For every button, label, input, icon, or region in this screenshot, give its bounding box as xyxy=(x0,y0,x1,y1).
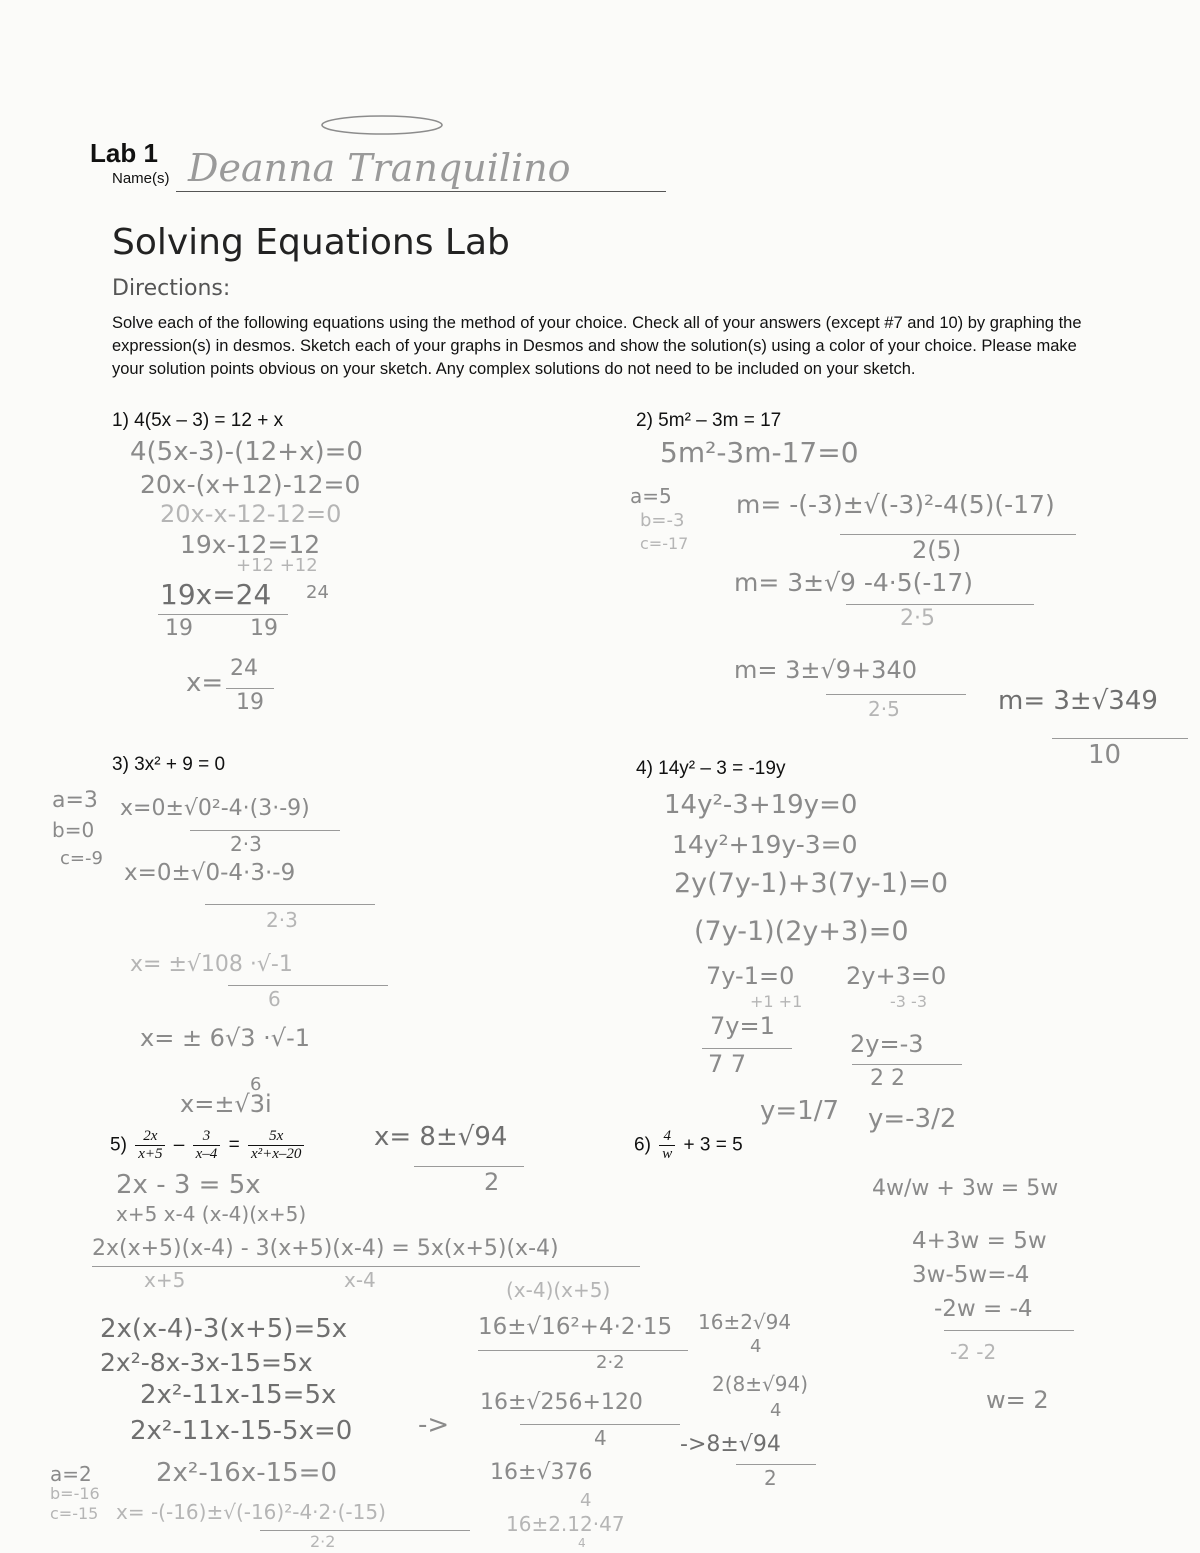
p5-work-line: (x-4)(x+5) xyxy=(506,1278,611,1302)
p2-work-line: m= 3±√9 -4·5(-17) xyxy=(734,568,974,597)
p1-work-line: 19 xyxy=(250,616,278,641)
p5-work-line: x= -(-16)±√(-16)²-4·2·(-15) xyxy=(116,1500,386,1524)
p5-work-line: 4 xyxy=(594,1426,607,1450)
p5-work-line: 2x(x+5)(x-4) - 3(x+5)(x-4) = 5x(x+5)(x-4) xyxy=(92,1236,559,1261)
p5-work-line: 2x²-8x-3x-15=5x xyxy=(100,1348,313,1377)
p4-work-line: 7 7 xyxy=(708,1050,747,1078)
p5-work-line: c=-15 xyxy=(50,1504,99,1523)
p4-work-line: 2 2 xyxy=(870,1066,905,1091)
p5-fraction-bar xyxy=(520,1424,680,1425)
p5-answer-bar xyxy=(414,1166,524,1167)
p5-fraction-bar xyxy=(92,1266,640,1267)
p4-work-line: 2y(7y-1)+3(7y-1)=0 xyxy=(674,868,949,899)
p5-work-line: 2x²-11x-15-5x=0 xyxy=(130,1416,353,1446)
p6-fraction xyxy=(659,1128,675,1163)
p5-work-line: 2·2 xyxy=(310,1532,336,1551)
p5-label: 5) xyxy=(110,1134,127,1156)
p5-work-line: a=2 xyxy=(50,1462,92,1486)
p6-work-line: 4+3w = 5w xyxy=(912,1228,1047,1254)
p2-work-line: m= -(-3)±√(-3)²-4(5)(-17) xyxy=(736,490,1055,519)
arrow-icon: -> xyxy=(418,1410,450,1440)
p2-fraction-bar xyxy=(840,534,1076,535)
p3-work-line: x=0±√0-4·3·-9 xyxy=(124,860,296,886)
p5-frac2-num: 3 xyxy=(193,1128,221,1146)
page-title: Solving Equations Lab xyxy=(112,222,510,263)
p2-work-line: a=5 xyxy=(630,484,672,508)
lab-title: Lab 1 xyxy=(90,138,158,168)
p5-work-line: 4 xyxy=(578,1536,586,1550)
p1-work-line: 24 xyxy=(306,582,329,603)
p1-fraction-bar xyxy=(158,614,288,615)
p5-work-line: 2 xyxy=(484,1168,500,1196)
p3-work-line: c=-9 xyxy=(60,848,103,869)
p5-work-line: 16±2.12·47 xyxy=(506,1512,625,1536)
p1-work-line: +12 +12 xyxy=(236,555,318,576)
p5-work-line: 2 xyxy=(764,1466,777,1490)
p1-work-line: x= xyxy=(186,668,224,698)
p2-work-line: 5m²-3m-17=0 xyxy=(660,436,859,469)
p4-work-line: 7y-1=0 xyxy=(706,962,795,990)
p2-work-line: 2·5 xyxy=(900,606,935,631)
scribble-oval xyxy=(312,108,452,142)
p6-work-line: 4w/w + 3w = 5w xyxy=(872,1176,1059,1201)
p4-work-line: -3 -3 xyxy=(890,992,927,1011)
p5-frac3-num: 5x xyxy=(248,1128,304,1146)
p5-work-line: 4 xyxy=(580,1490,592,1511)
p5-work-line: 16±√16²+4·2·15 xyxy=(478,1314,673,1340)
p3-work-line: x=0±√0²-4·(3·-9) xyxy=(120,796,310,821)
p5-equals: = xyxy=(228,1134,240,1156)
p4-work-line: y=1/7 xyxy=(760,1096,840,1126)
p6-rest: + 3 = 5 xyxy=(683,1134,743,1156)
p1-work-line: 19x=24 xyxy=(160,578,272,611)
p5-frac3-den: x²+x–20 xyxy=(250,1146,302,1162)
p5-work-line: x+5 x-4 (x-4)(x+5) xyxy=(116,1202,307,1226)
p1-work-line: 19x-12=12 xyxy=(180,530,321,559)
p3-work-line: x= ±√108 ·√-1 xyxy=(130,952,293,977)
p5-work-line: 4 xyxy=(770,1400,782,1421)
p5-work-line: x= 8±√94 xyxy=(374,1122,508,1152)
p4-work-line: 2y=-3 xyxy=(850,1030,924,1058)
p5-frac2-den: x–4 xyxy=(195,1146,218,1162)
p5-work-line: 2·2 xyxy=(596,1352,625,1373)
p5-work-line: 2(8±√94) xyxy=(712,1372,809,1396)
p2-answer-bar xyxy=(1052,738,1188,739)
p3-work-line: b=0 xyxy=(52,818,95,842)
p1-work-line: 19 xyxy=(165,616,193,641)
p5-frac1-den: x+5 xyxy=(138,1146,163,1162)
p4-fraction-bar xyxy=(702,1048,792,1049)
p5-work-line: 16±√256+120 xyxy=(480,1390,643,1415)
p5-work-line: ->8±√94 xyxy=(680,1432,781,1457)
p1-work-line: 24 xyxy=(230,656,258,681)
p5-minus: – xyxy=(173,1134,185,1156)
p4-work-line: y=-3/2 xyxy=(868,1104,957,1134)
p6-frac-num: 4 xyxy=(659,1128,675,1146)
p5-fraction-bar xyxy=(478,1350,688,1351)
problem-1: 1) 4(5x – 3) = 12 + x xyxy=(112,410,284,431)
p6-work-line: -2w = -4 xyxy=(934,1296,1033,1322)
p3-fraction-bar xyxy=(228,985,388,986)
p5-fraction-bar xyxy=(736,1464,816,1465)
student-name: Deanna Tranquilino xyxy=(188,146,571,190)
p5-work-line: 2x - 3 = 5x xyxy=(116,1170,261,1200)
p4-work-line: 14y²-3+19y=0 xyxy=(664,790,858,820)
name-line xyxy=(176,191,666,192)
p3-work-line: 2·3 xyxy=(230,832,262,856)
p2-work-line: 2·5 xyxy=(868,697,900,721)
p1-answer-bar xyxy=(226,688,274,689)
problem-6 xyxy=(634,1128,743,1163)
p6-fraction-bar xyxy=(944,1330,1074,1331)
p3-work-line: x= ± 6√3 ·√-1 xyxy=(140,1024,310,1052)
p2-fraction-bar xyxy=(846,604,1034,605)
p5-fraction-3 xyxy=(248,1128,304,1163)
p3-work-line: 2·3 xyxy=(266,908,298,932)
p1-work-line: 4(5x-3)-(12+x)=0 xyxy=(130,437,363,467)
p1-work-line: 19 xyxy=(236,690,264,715)
p4-work-line: (7y-1)(2y+3)=0 xyxy=(694,916,909,947)
p4-work-line: 2y+3=0 xyxy=(846,962,947,990)
p5-frac1-num: 2x xyxy=(135,1128,165,1146)
problem-4: 4) 14y² – 3 = -19y xyxy=(636,758,786,779)
p1-work-line: 20x-(x+12)-12=0 xyxy=(140,470,361,499)
name-label: Name(s) xyxy=(112,170,170,187)
p5-fraction-bar xyxy=(260,1530,470,1531)
directions-heading: Directions: xyxy=(112,276,231,301)
p4-work-line: 7y=1 xyxy=(710,1012,775,1040)
p6-work-line: w= 2 xyxy=(986,1386,1049,1414)
p2-work-line: m= 3±√9+340 xyxy=(734,656,917,684)
p6-work-line: 3w-5w=-4 xyxy=(912,1262,1030,1288)
p2-work-line: b=-3 xyxy=(640,510,685,531)
p5-work-line: b=-16 xyxy=(50,1484,100,1503)
directions-text: Solve each of the following equations using the method of your choice. Check all of your answers (except #7 and 10) by graphing the expression(s) in desmos. Sketch each of your graphs in Desmos and show the solution(s) using a color of your choice. Please make your solution points obvious on your sketch. Any complex solutions do not need to be included on your sketch. xyxy=(112,314,1082,378)
p4-work-line: +1 +1 xyxy=(750,992,803,1011)
p5-work-line: x+5 xyxy=(144,1268,186,1292)
p3-work-line: 6 xyxy=(250,1074,262,1095)
p6-frac-den: w xyxy=(662,1146,673,1162)
p3-work-line: 6 xyxy=(268,987,281,1011)
problem-5 xyxy=(110,1128,307,1163)
p6-label: 6) xyxy=(634,1134,651,1156)
p3-work-line: x=±√3i xyxy=(180,1090,272,1118)
p2-work-line: c=-17 xyxy=(640,534,689,553)
p1-work-line: 20x-x-12-12=0 xyxy=(160,500,342,528)
p5-work-line: 16±2√94 xyxy=(698,1310,792,1334)
p5-work-line: 2x²-11x-15=5x xyxy=(140,1380,337,1410)
p2-work-line: m= 3±√349 xyxy=(998,686,1158,716)
p5-work-line: 2x²-16x-15=0 xyxy=(156,1458,337,1488)
p3-fraction-bar xyxy=(190,830,340,831)
p4-work-line: 14y²+19y-3=0 xyxy=(672,830,858,859)
p2-work-line: 10 xyxy=(1088,740,1122,770)
p5-fraction-1 xyxy=(135,1128,165,1163)
p6-work-line: -2 -2 xyxy=(950,1340,997,1364)
p3-work-line: a=3 xyxy=(52,788,98,813)
p2-work-line: 2(5) xyxy=(912,536,962,564)
problem-2: 2) 5m² – 3m = 17 xyxy=(636,410,782,431)
p5-work-line: 2x(x-4)-3(x+5)=5x xyxy=(100,1314,348,1344)
p5-work-line: 4 xyxy=(750,1336,762,1357)
p3-fraction-bar xyxy=(205,904,375,905)
p5-work-line: x-4 xyxy=(344,1268,376,1292)
p4-fraction-bar xyxy=(852,1064,962,1065)
p5-work-line: 16±√376 xyxy=(490,1460,593,1485)
p2-fraction-bar xyxy=(826,694,966,695)
p5-fraction-2 xyxy=(193,1128,221,1163)
problem-3: 3) 3x² + 9 = 0 xyxy=(112,754,226,775)
